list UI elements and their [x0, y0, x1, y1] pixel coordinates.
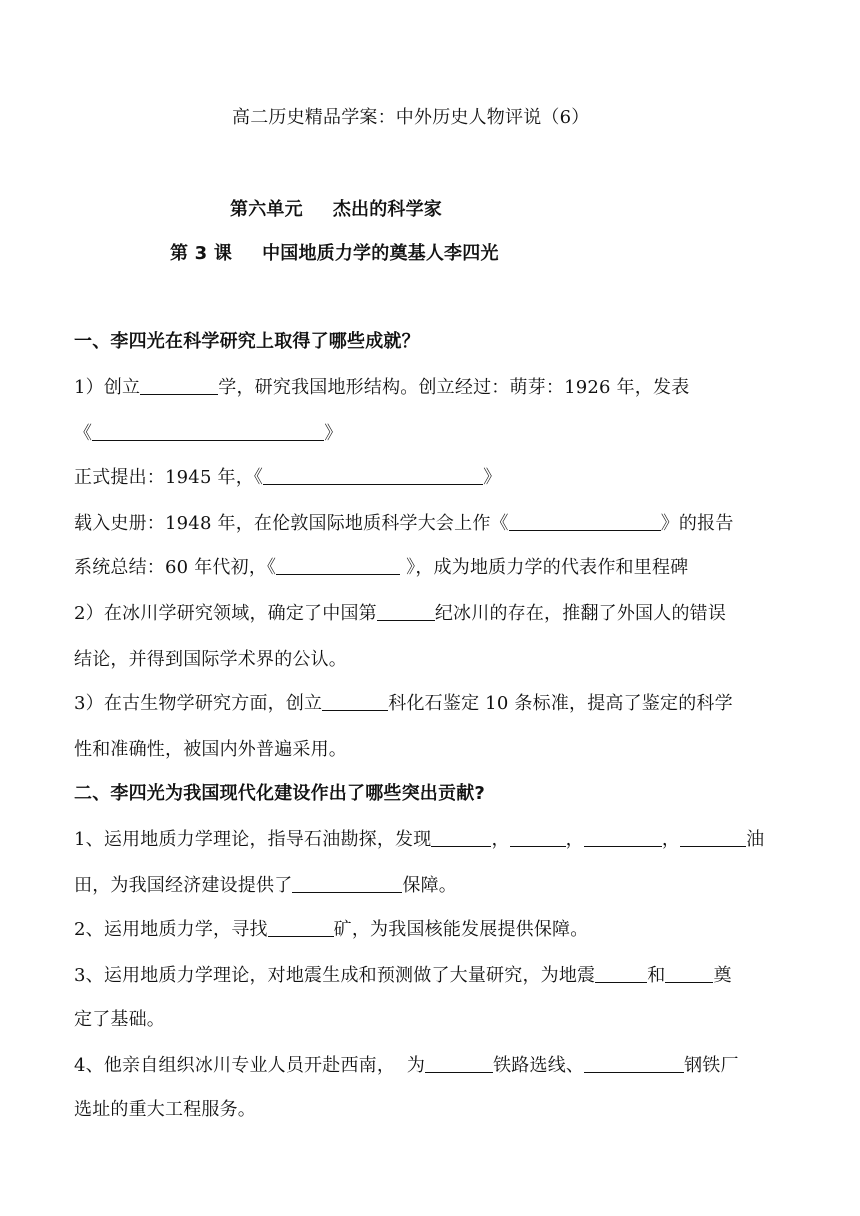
s2-q3-line1: 3、运用地质力学理论，对地震生成和预测做了大量研究，为地震 和 奠	[74, 965, 732, 986]
blank-field[interactable]	[92, 422, 324, 441]
unit-number: 第六单元	[230, 199, 303, 220]
blank-field[interactable]	[509, 512, 661, 531]
blank-field[interactable]	[377, 602, 435, 621]
lesson-number: 第 3 课	[170, 243, 233, 264]
blank-field[interactable]	[292, 874, 402, 893]
s2-q2-line1: 2、运用地质力学，寻找 矿，为我国核能发展提供保障。	[74, 919, 589, 940]
s2-q1-line1: 1、运用地质力学理论，指导石油勘探，发现 ， ， ， 油	[74, 829, 765, 850]
blank-field[interactable]	[263, 466, 483, 485]
s2-q3-line2: 定了基础。	[74, 1009, 165, 1030]
document-title: 高二历史精品学案：中外历史人物评说（6）	[232, 107, 590, 128]
s1-q1-line5: 系统总结：60 年代初，《 》，成为地质力学的代表作和里程碑	[74, 557, 689, 578]
s1-q2-line1: 2）在冰川学研究领域，确定了中国第 纪冰川的存在，推翻了外国人的错误	[74, 603, 727, 624]
blank-field[interactable]	[268, 918, 334, 937]
s1-q1-line3: 正式提出：1945 年，《 》	[74, 467, 502, 488]
s1-q3-line2: 性和准确性，被国内外普遍采用。	[74, 739, 347, 760]
section2-heading: 二、李四光为我国现代化建设作出了哪些突出贡献?	[74, 783, 486, 804]
s1-q1-line1: 1）创立 学，研究我国地形结构。创立经过：萌芽：1926 年，发表	[74, 377, 690, 398]
blank-field[interactable]	[425, 1054, 493, 1073]
blank-field[interactable]	[665, 964, 713, 983]
s1-q2-line2: 结论，并得到国际学术界的公认。	[74, 649, 347, 670]
blank-field[interactable]	[680, 828, 746, 847]
blank-field[interactable]	[510, 828, 566, 847]
unit-heading	[230, 198, 442, 222]
blank-field[interactable]	[322, 692, 388, 711]
lesson-heading	[170, 242, 499, 266]
section1-heading: 一、李四光在科学研究上取得了哪些成就？	[74, 331, 420, 352]
blank-field[interactable]	[595, 964, 647, 983]
s2-q4-line1: 4、他亲自组织冰川专业人员开赴西南， 为 铁路选线、 钢铁厂	[74, 1055, 739, 1076]
blank-field[interactable]	[584, 828, 662, 847]
lesson-name: 中国地质力学的奠基人李四光	[262, 243, 499, 264]
s1-q3-line1: 3）在古生物学研究方面，创立 科化石鉴定 10 条标准，提高了鉴定的科学	[74, 693, 733, 714]
s2-q4-line2: 选址的重大工程服务。	[74, 1099, 256, 1120]
s2-q1-line2: 田，为我国经济建设提供了 保障。	[74, 875, 458, 896]
blank-field[interactable]	[276, 556, 400, 575]
blank-field[interactable]	[584, 1054, 684, 1073]
blank-field[interactable]	[140, 376, 218, 395]
s1-q1-line2: 《 》	[74, 423, 343, 444]
s1-q1-line4: 载入史册：1948 年，在伦敦国际地质科学大会上作《 》的报告	[74, 513, 734, 534]
unit-name: 杰出的科学家	[332, 199, 443, 220]
blank-field[interactable]	[431, 828, 491, 847]
